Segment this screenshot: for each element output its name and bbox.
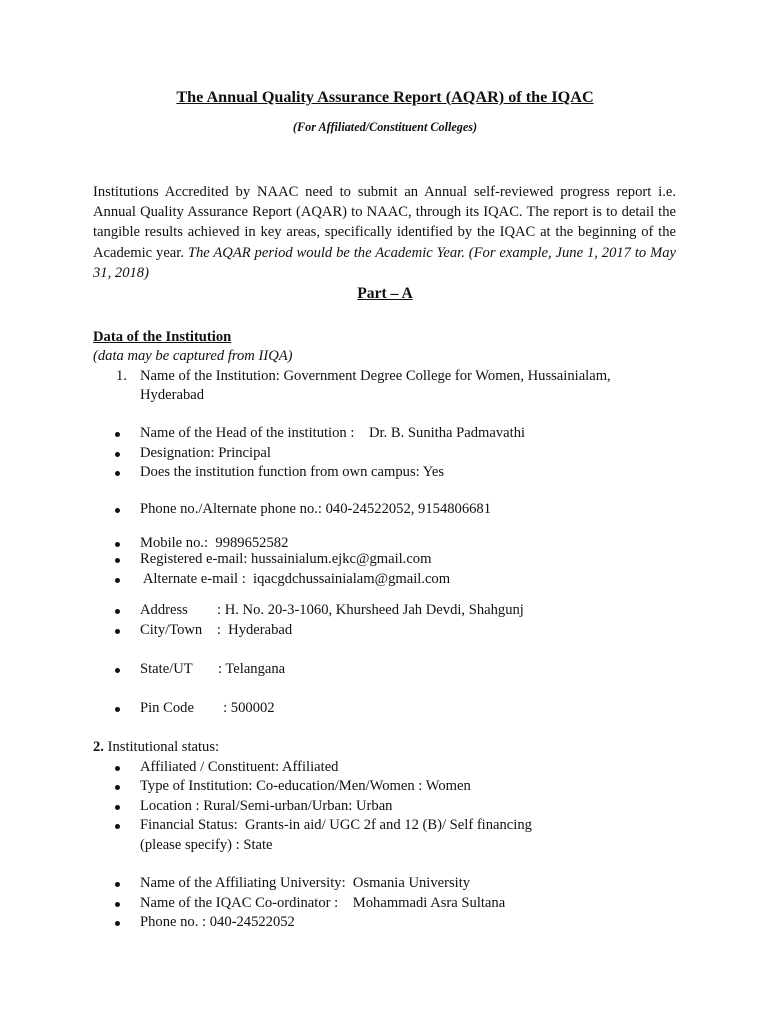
address: Address : H. No. 20-3-1060, Khursheed Jah Devdi, Shahgunj bbox=[140, 602, 524, 618]
head-of-institution: Name of the Head of the institution : Dr. B. Sunitha Padmavathi bbox=[140, 425, 526, 441]
report-subtitle: (For Affiliated/Constituent Colleges) bbox=[292, 120, 478, 134]
state-ut: State/UT : Telangana bbox=[140, 661, 286, 677]
designation: Designation: Principal bbox=[140, 445, 271, 461]
phone-numbers: Phone no./Alternate phone no.: 040-24522052, 9154806681 bbox=[140, 501, 492, 517]
city-town: City/Town : Hyderabad bbox=[140, 622, 293, 638]
type-of-institution: Type of Institution: Co-education/Men/Women : Women bbox=[140, 778, 471, 794]
own-campus: Does the institution function from own campus: Yes bbox=[140, 464, 445, 480]
section-number: 2. bbox=[93, 739, 104, 755]
part-heading: Part – A bbox=[357, 285, 413, 302]
affiliated-constituent: Affiliated / Constituent: Affiliated bbox=[140, 759, 339, 775]
report-title: The Annual Quality Assurance Report (AQAR) of the IQAC bbox=[176, 88, 594, 106]
bullet-dot bbox=[115, 707, 120, 712]
bullet-dot bbox=[115, 629, 120, 634]
bullet-dot bbox=[115, 805, 120, 810]
section-heading-institutional-status bbox=[93, 739, 219, 756]
bullet-dot bbox=[115, 902, 120, 907]
item-number: 1. bbox=[116, 368, 127, 384]
bullet-dot bbox=[115, 882, 120, 887]
mobile-number: Mobile no.: 9989652582 bbox=[140, 535, 289, 551]
section-heading-data-of-institution: Data of the Institution bbox=[93, 329, 232, 345]
financial-status-specify: (please specify) : State bbox=[140, 837, 273, 853]
intro-paragraph bbox=[93, 182, 676, 283]
institution-name-line2: Hyderabad bbox=[140, 387, 205, 403]
registered-email: Registered e-mail: hussainialum.ejkc@gmail.com bbox=[140, 551, 432, 567]
bullet-dot bbox=[115, 432, 120, 437]
bullet-dot bbox=[115, 785, 120, 790]
intro-text: Institutions Accredited by NAAC need to submit an Annual self-reviewed progress report i.e. Annual Quality Assurance Report (AQAR) to NAAC, through its IQAC. The report is to detail the tangible results achieved in key areas, specifically identified by the IQAC at the beginning of the Academic year. bbox=[93, 184, 676, 261]
bullet-dot bbox=[115, 542, 120, 547]
institution-name-line1: Name of the Institution: Government Degree College for Women, Hussainialam, bbox=[140, 368, 611, 384]
pin-code: Pin Code : 500002 bbox=[140, 700, 275, 716]
bullet-dot bbox=[115, 766, 120, 771]
intro-italic-text: The AQAR period would be the Academic Year. (For example, June 1, 2017 to May 31, 2018) bbox=[93, 244, 677, 281]
bullet-dot bbox=[115, 609, 120, 614]
bullet-dot bbox=[115, 508, 120, 513]
bullet-dot bbox=[115, 668, 120, 673]
bullet-dot bbox=[115, 471, 120, 476]
section-note: (data may be captured from IIQA) bbox=[93, 348, 293, 364]
iqac-coordinator: Name of the IQAC Co-ordinator : Mohammadi Asra Sultana bbox=[140, 895, 506, 911]
bullet-dot bbox=[115, 921, 120, 926]
affiliating-university: Name of the Affiliating University: Osmania University bbox=[140, 875, 471, 891]
iqac-phone: Phone no. : 040-24522052 bbox=[140, 914, 295, 930]
bullet-dot bbox=[115, 558, 120, 563]
location: Location : Rural/Semi-urban/Urban: Urban bbox=[140, 798, 393, 814]
bullet-dot bbox=[115, 452, 120, 457]
alternate-email: Alternate e-mail : iqacgdchussainialam@gmail.com bbox=[140, 571, 451, 587]
financial-status: Financial Status: Grants-in aid/ UGC 2f and 12 (B)/ Self financing bbox=[140, 817, 532, 833]
bullet-dot bbox=[115, 578, 120, 583]
section-heading-text: Institutional status: bbox=[103, 739, 220, 755]
bullet-dot bbox=[115, 824, 120, 829]
